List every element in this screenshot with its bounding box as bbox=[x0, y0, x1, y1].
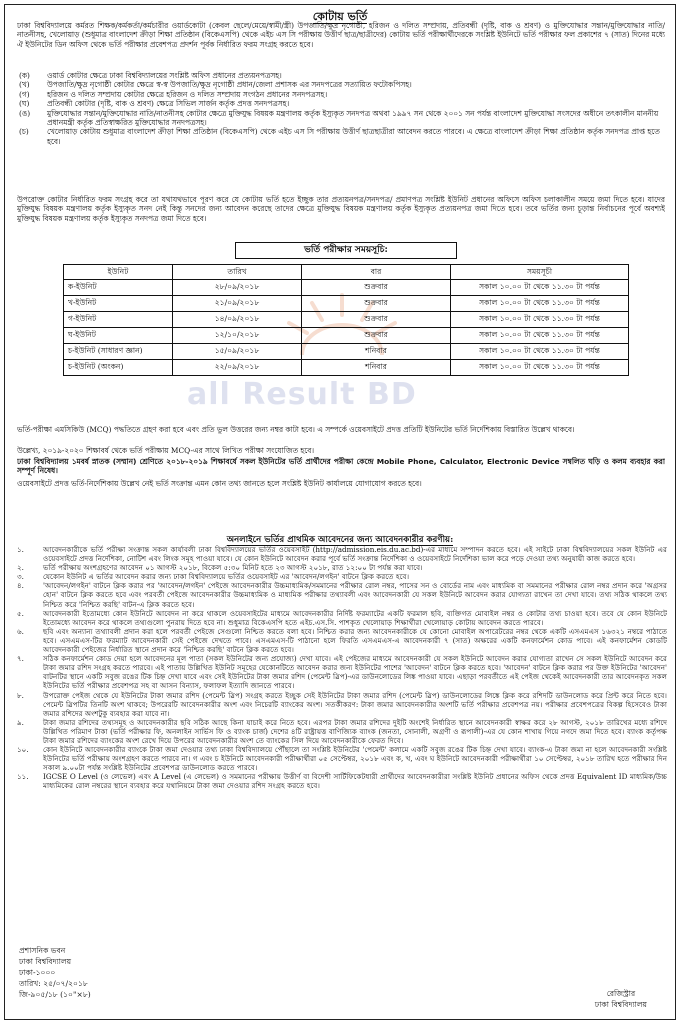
device-note: ঢাকা বিশ্ববিদ্যালয় ১মবর্ষ স্নাতক (সম্মান) শ্রেণিতে ২০১৮-২০১৯ শিক্ষাবর্ষে সকল ইউনিটের ভর্তি প্রার্থীদের পরীক্ষা কেন্দ্রে Mobile Phone, Calculator, Electronic Device সম্বলিত ঘড়ি ও কলম ব্যবহার করা সম্পূর্ণ নিষেধ। bbox=[17, 457, 665, 476]
step-item: ৯. টাকা জমার রশিদের তথ্যসমূহ ও আবেদনকারীর ছবি সঠিক আছে কিনা যাচাই করে নিতে হবে। এরপর টাকা জমার রশিদের দুইটি অংশেই নির্ধারিত স্থানে আবেদনকারী স্বাক্ষর করে ২৮ আগস্ট, ২০১৮ তারিখের মধ্যে রশিদে উল্লিখিত পরিমাণ টাকা (ভর্তি পরীক্ষার ফি, অনলাইন সার্ভিস ফি ও ব্যাংক চার্জ) দেশের ৪টি রাষ্ট্রায়ত্ত বাণিজ্যিক ব্যাংক (জনতা, সোনালী, অগ্রণী ও রূপালী)-এর যে কোন শাখায় গিয়ে নগদে জমা দিতে হবে। ব্যাংক কর্তৃপক্ষ টাকা জমার রশিদের ব্যাংকের অংশ রেখে দিয়ে উপরের আবেদনকারীর অংশ তে ব্যাংকের সিল দিয়ে আবেদনকারীকে ফেরত দিবে। bbox=[17, 717, 667, 745]
schedule-header: বার bbox=[302, 265, 451, 280]
day-cell: শুক্রবার bbox=[302, 280, 451, 296]
day-cell: শনিবার bbox=[302, 360, 451, 376]
quota-intro: ঢাকা বিশ্ববিদ্যালয়ে কর্মরত শিক্ষক/কর্মকর্তা/কর্মচারীর ওয়ার্ডকোটা (কেবল ছেলে/মেয়ে/স্বামী/স্ত্রী) উপজাতি/ক্ষুদ্র নৃগোষ্ঠী, হরিজন ও দলিত সম্প্রদায়, প্রতিবন্ধী (দৃষ্টি, বাক ও শ্রবণ) ও মুক্তিযোদ্ধার সন্তান/মুক্তিযোদ্ধার নাতি/নাতনীসহ, খেলোয়াড় (শুধুমাত্র বাংলাদেশ ক্রীড়া শিক্ষা প্রতিষ্ঠান (বিকেএসপি) থেকে এইচ এস সি পরীক্ষায় উত্তীর্ণ ছাত্র/ছাত্রীদের) কোটায় ভর্তি পরীক্ষার্থীদেরকে সংশ্লিষ্ট ইউনিটে ভর্তি পরীক্ষার ফল প্রকাশের ৭ (সাত) দিনের মধ্যে ঐ ইউনিটের ডিন অফিস থেকে ভর্তি পরীক্ষার প্রবেশপত্র প্রদর্শন পূর্বক নির্ধারিত ফরম সংগ্রহ করতে হবে। bbox=[17, 21, 665, 49]
quota-item: (ঙ) মুক্তিযোদ্ধার সন্তান/মুক্তিযোদ্ধার নাতি/নাতনীসহ কোটার ক্ষেত্রে মুক্তিযুদ্ধ বিষয়ক মন্ত্রণালয় কর্তৃক ইস্যুকৃত সনদপত্র অথবা ১৯৯৭ সন থেকে ২০০১ সন পর্যন্ত বাংলাদেশ মুক্তিযোদ্ধা সংসদের অধীনে তৎকালীন মাননীয় প্রধানমন্ত্রী কর্তৃক প্রতিস্বাক্ষরিত মুক্তিযোদ্ধার সনদপত্রসহ। bbox=[19, 108, 659, 128]
step-item: ৫. আবেদনকারী ইতোমধ্যে কোন ইউনিটে আবেদন না করে থাকলে ওয়েবসাইটের মাধ্যমে আবেদনকারীর নির্দিষ্ট ফরম্যাটের একটি ফরমাল ছবি, ব্যক্তিগত মোবাইল নম্বর ও কোটার তথ্য চাওয়া হবে। তবে যে কোন ইউনিটে ইতোমধ্যে আবেদন করে থাকলে তথ্যগুলো পুনরায় দিতে হবে না। শুধুমাত্র বিকেএসপি হতে এইচ.এস.সি. পাশকৃত খেলোয়াড় শিক্ষার্থীরা খেলোয়াড় কোটায় আবেদন করতে পারবে। bbox=[17, 608, 667, 627]
table-row bbox=[64, 296, 629, 312]
mcq-note-2: উল্লেখ্য, ২০১৯-২০২০ শিক্ষাবর্ষ থেকে ভর্তি পরীক্ষায় MCQ-এর সাথে লিখিত পরীক্ষা সংযোজিত হবে। bbox=[17, 446, 314, 455]
schedule-header: তারিখ bbox=[173, 265, 302, 280]
quota-list bbox=[19, 71, 665, 146]
quota-title: কোটায় ভর্তি bbox=[312, 10, 368, 23]
step-item: ৭. সঠিক কনফার্মেশন কোড দেয়া হলে আবেদনের মূল পাতা (সকল ইউনিটের জন্য প্রযোজ্য) দেখা যাবে। এই পেইজের মাধ্যমে আবেদনকারী যে সকল ইউনিটে আবেদন করার যোগ্যতা রাখেন সে সকল ইউনিটে আবেদন করে টাকা জমার রশিদ সংগ্রহ করতে পারবে। এই পাতায় উল্লিখিত ইউনিট সমূহের যেকোনটিতে আবেদন করার জন্য ইউনিটের পাশের 'আবেদন' বাটনে ক্লিক করতে হবে। 'আবেদন' বাটনে ক্লিক করার পর উক্ত ইউনিটের 'আবেদন' বাটনটির স্থানে একটি সবুজ রঙের টিক চিহ্ন দেখা যাবে এবং সেই ইউনিটের টাকা জমার রশিদ (পেমেন্ট স্লিপ)-এর ডাউনলোডের লিঙ্ক পাওয়া যাবে। এছাড়া পরবর্তীতে এই পেইজ থেকেই আবেদনকারী তার আবেদনকৃত সকল ইউনিটের ভর্তি পরীক্ষার প্রবেশপত্র সহ বা আসন বিন্যাস, ফলাফল ইত্যাদি জানতে পারবে। bbox=[17, 654, 667, 691]
time-cell: সকাল ১০.০০ টা থেকে ১১.৩০ টা পর্যন্ত bbox=[451, 360, 629, 376]
date-cell: ১২/১০/২০১৮ bbox=[173, 328, 302, 344]
time-cell: সকাল ১০.০০ টা থেকে ১১.৩০ টা পর্যন্ত bbox=[451, 312, 629, 328]
step-item: ১০. কোন ইউনিটে আবেদনকারীর ব্যাংকে টাকা জমা দেওয়ার তথ্য ঢাকা বিশ্ববিদ্যালয়ে পৌঁছালে তা সংশ্লিষ্ট ইউনিটের 'পেমেন্ট' কলামে একটি সবুজ রঙের টিক চিহ্ন দেখা যাবে। ব্যাংক-এ টাকা জমা না হলে আবেদনকারী সংশ্লিষ্ট ইউনিটের ভর্তি পরীক্ষায় অংশগ্রহণ করতে পারবে না। গ এবং চ ইউনিটে আবেদনকারী পরীক্ষার্থীরা ০৫ সেপ্টেম্বর, ২০১৮ এবং ক, খ, এবং ঘ ইউনিটে আবেদনকারী পরীক্ষার্থীরা ১০ সেপ্টেম্বর, ২০১৮ তারিখ হতে পরীক্ষার দিন সকাল ৯.০০টা পর্যন্ত সংশ্লিষ্ট ইউনিটের প্রবেশপত্র ডাউনলোড করতে পারবে। bbox=[17, 745, 667, 773]
time-cell: সকাল ১০.০০ টা থেকে ১১.৩০ টা পর্যন্ত bbox=[451, 328, 629, 344]
time-cell: সকাল ১০.০০ টা থেকে ১১.৩০ টা পর্যন্ত bbox=[451, 280, 629, 296]
date-cell: ২৮/০৯/২০১৮ bbox=[173, 280, 302, 296]
table-row bbox=[64, 280, 629, 296]
step-item: ৩. যেকোন ইউনিট এ ভর্তির আবেদন করার জন্য ঢাকা বিশ্ববিদ্যালয়ে ভর্তির ওয়েবসাইট এর 'আবেদন/লগইন' বাটনে ক্লিক করতে হবে। bbox=[17, 572, 410, 582]
quota-item: (ঘ) প্রতিবন্ধী কোটার (দৃষ্টি, বাক ও শ্রবণ) ক্ষেত্রে সিভিল সার্জন কর্তৃক প্রদত্ত সনদপত্রসহ। bbox=[19, 99, 290, 109]
day-cell: শুক্রবার bbox=[302, 312, 451, 328]
mcq-note: ভর্তি-পরীক্ষা এমসিকিউ (MCQ) পদ্ধতিতে গ্রহণ করা হবে এবং প্রতি ভুল উত্তরের জন্য নম্বর কাটা হবে। এ সম্পর্কে ওয়েবসাইটে প্রদত্ত প্রতিটি ইউনিটের ভর্তি নির্দেশিকায় বিস্তারিত উল্লেখ থাকবে। bbox=[17, 425, 575, 434]
quota-note: উপরোক্ত কোটার নির্ধারিত ফরম সংগ্রহ করে তা যথাযথভাবে পূরণ করে যে কোটায় ভর্তি হতে ইচ্ছুক তার প্রত্যয়নপত্র/সনদপত্র/ প্রমাণপত্র সংশ্লিষ্ট ইউনিট প্রধানের অফিসে অফিস চলাকালীন সময়ে জমা দিতে হবে। যাদের মুক্তিযুদ্ধ বিষয়ক মন্ত্রণালয় কর্তৃক ইস্যুকৃত সনদ নেই কিন্তু সনদের জন্য আবেদন করেছে তাদের ক্ষেত্রে মুক্তিযুদ্ধ বিষয়ক মন্ত্রণালয় কর্তৃক ইস্যুকৃত প্রত্যয়নপত্র জমা দিতে হবে। তবে ভর্তির জন্য চূড়ান্ত নির্বাচনের পূর্বে অবশ্যই মুক্তিযুদ্ধ বিষয়ক মন্ত্রণালয় কর্তৃক ইস্যুকৃত সনদপত্র জমা দিতে হবে। bbox=[17, 195, 665, 223]
registrar-signature-block: রেজিস্ট্রার ঢাকা বিশ্ববিদ্যালয় bbox=[594, 989, 647, 1009]
schedule-title: ভর্তি পরীক্ষার সময়সূচি: bbox=[235, 242, 457, 259]
unit-cell: গ-ইউনিট bbox=[64, 312, 173, 328]
step-item: ৬. ছবি এবং অন্যান্য তথ্যাবলী প্রদান করা হলে পরবর্তী পেইজে সেগুলো নিশ্চিত করতে বলা হবে। নিশ্চিত করার জন্য আবেদনকারীকে যে কোনো মোবাইল অপারেটরের নম্বর থেকে একটি এসএমএস ১৬৩২১ নম্বরে পাঠাতে হবে। এসএমএস-টির ফরম্যাট আবেদনকারী সেই পেইজে দেখতে পাবে। এসএমএস-টি পাঠানো হলে ফিরতি এসএমএস-এ আবেদনকারী ৭ (সাত) অক্ষরের একটি কনফার্মেশন কোড পাবে। এই কনফার্মেশন কোডটি আবেদনকারী পেইজের নির্ধারিত স্থানে প্রদান করে 'নিশ্চিত করছি' বাটনে ক্লিক করতে হবে। bbox=[17, 626, 667, 655]
table-row bbox=[64, 328, 629, 344]
quota-item: (ক) ওয়ার্ড কোটার ক্ষেত্রে ঢাকা বিশ্ববিদ্যালয়ের সংশ্লিষ্ট অফিস প্রধানের প্রত্যয়নপত্রসহ। bbox=[19, 71, 282, 80]
unit-cell: খ-ইউনিট bbox=[64, 296, 173, 312]
unit-cell: চ-ইউনিট (অংকন) bbox=[64, 360, 173, 376]
table-row bbox=[64, 360, 629, 376]
step-item: ১. আবেদনকারীকে ভর্তি পরীক্ষা সংক্রান্ত সকল কার্যাবলী ঢাকা বিশ্ববিদ্যালয়ের ভর্তির ওয়েবসাইট (http://admission.eis.du.ac.bd)-এর মাধ্যমে সম্পাদন করতে হবে। এই সাইটে ঢাকা বিশ্ববিদ্যালয়ের সকল ইউনিট এর ওয়েবসাইটে প্রদত্ত নির্দেশিকা, নোটিশ এবং লিংক সমূহ পাওয়া যাবে। যে কোন ইউনিটে আবেদন করার পূর্বে ভর্তি সংক্রান্ত নির্দেশিকা ও ওয়েবসাইটে নির্দেশিকা ভাল করে পড়ে দেওয়া তথ্য অনুযায়ী কাজ করতে হবে। bbox=[17, 545, 667, 564]
office-address: প্রশাসনিক ভবন ঢাকা বিশ্ববিদ্যালয় ঢাকা-১০০০ তারিখ: ২৫/০৭/২০১৮ জি-৯০৫/১৮ (১০"×৮) bbox=[19, 946, 91, 999]
schedule-header: ইউনিট bbox=[64, 265, 173, 280]
admission-notice-page bbox=[4, 4, 676, 1020]
unit-cell: ক-ইউনিট bbox=[64, 280, 173, 296]
date-cell: ২১/০৯/২০১৮ bbox=[173, 296, 302, 312]
table-row bbox=[64, 312, 629, 328]
unit-cell: চ-ইউনিট (সাধারণ জ্ঞান) bbox=[64, 344, 173, 360]
date-cell: ২২/০৯/২০১৮ bbox=[173, 360, 302, 376]
step-item: ২. ভর্তি পরীক্ষায় অংশগ্রহণের আবেদন ০১ আগস্ট ২০১৮, বিকেল ৫:৩০ মিনিট হতে ২৩ আগস্ট ২০১৮, রাত ১২:০০ টা পর্যন্ত করা যাবে। bbox=[17, 563, 423, 573]
step-item: ১১. IGCSE O Level (ও লেভেল) এবং A Level (এ লেভেল) ও সমমানের পরীক্ষায় উত্তীর্ণ বা বিদেশী সার্টিফিকেটধারী প্রার্থীদের আবেদনকারীরা সংশ্লিষ্ট ইউনিট প্রধানের অফিস থেকে প্রদত্ত Equivalent ID মাধ্যমিক/উচ্চ মাধ্যমিকের রোল নম্বরের স্থানে ব্যবহার করে যথানিয়মে টাকা জমা দেওয়ার রশিদ সংগ্রহ করতে হবে। bbox=[17, 772, 667, 791]
quota-item: (চ) খেলোয়াড় কোটায় শুধুমাত্র বাংলাদেশ ক্রীড়া শিক্ষা প্রতিষ্ঠান (বিকেএসপি) থেকে এইচ এস সি পরীক্ষায় উত্তীর্ণ ছাত্রছাত্রীরা আবেদন করতে পারবে। এ ক্ষেত্রে বাংলাদেশ ক্রীড়া শিক্ষা প্রতিষ্ঠান কর্তৃক সনদপত্র প্রাপ্ত হতে হবে। bbox=[19, 127, 660, 146]
step-item: ৪. 'আবেদন/লগইন' বাটনে ক্লিক করার পর 'আবেদন/লগইন' পেইজে আবেদনকারীর উচ্চমাধ্যমিক/সমমানের পরীক্ষার রোল নম্বর, পাসের সন ও বোর্ডের নাম এবং মাধ্যমিক বা সমমানের পরীক্ষার রোল নম্বর প্রদান করে 'অগ্রসর হোন' বাটনে ক্লিক করতে হবে এবং পরবর্তী পেইজে আবেদনকারীর উচ্চমাধ্যমিক ও মাধ্যমিক পরীক্ষার তথ্যাবলী এবং আবেদনকারী যে সকল ইউনিটে আবেদন করার যোগ্যতা রাখেন তা দেখা যাবে। তথ্য সঠিক থাকলে তথ্য নিশ্চিত করে 'নিশ্চিত করছি' বাটন-এ ক্লিক করতে হবে। bbox=[17, 581, 667, 609]
quota-item: (খ) উপজাতি/ক্ষুদ্র নৃগোষ্ঠী কোটার ক্ষেত্রে স্ব-স্ব উপজাতি/ক্ষুদ্র নৃগোষ্ঠী প্রধান/জেলা প্রশাসক এর সনদপত্রের সত্যায়িত ফটোকপিসহ। bbox=[19, 80, 412, 90]
day-cell: শনিবার bbox=[302, 344, 451, 360]
watermark: all Result BD bbox=[187, 377, 417, 412]
schedule-header-row bbox=[64, 265, 629, 280]
date-cell: ১৪/০৯/২০১৮ bbox=[173, 312, 302, 328]
online-steps-list bbox=[17, 545, 667, 791]
online-application-title: অনলাইনে ভর্তির প্রাথমিক আবেদনের জন্য আবেদনকারীর করণীয়: bbox=[226, 535, 454, 545]
date-cell: ১৫/০৯/২০১৮ bbox=[173, 344, 302, 360]
schedule-table bbox=[63, 264, 629, 376]
schedule-header: সময়সূচী bbox=[451, 265, 629, 280]
time-cell: সকাল ১০.০০ টা থেকে ১১.৩০ টা পর্যন্ত bbox=[451, 296, 629, 312]
unit-cell: ঘ-ইউনিট bbox=[64, 328, 173, 344]
table-row bbox=[64, 344, 629, 360]
step-item: ৮. উপরোক্ত পেইজ থেকে যে ইউনিটের টাকা জমার রশিদ (পেমেন্ট স্লিপ) সংগ্রহ করতে ইচ্ছুক সেই ইউনিটের টাকা জমার রশিদ (পেমেন্ট স্লিপ) ডাউনলোডের লিঙ্কে ক্লিক করে রশিদটি ডাউনলোড করে প্রিন্ট করে নিতে হবে। পেমেন্ট স্লিপটির তিনটি অংশ থাকবে; উপরেরটি আবেদনকারীর অংশ এবং নিচেরটি ব্যাংকের অংশ। সতর্কীকরণ: টাকা জমার আবেদনকারীর অংশটি ভর্তি পরীক্ষার প্রবেশপত্র নয়। পরীক্ষার প্রবেশপত্রের বিকল্প হিসেবেও টাকা জমার রশিদের অংশটুকু ব্যবহার করা যাবে না। bbox=[17, 690, 667, 718]
day-cell: শুক্রবার bbox=[302, 328, 451, 344]
website-note: ওয়েবসাইটে প্রদত্ত ভর্তি-নির্দেশিকায় উল্লেখ নেই ভর্তি সংক্রান্ত এমন কোন তথ্য জানতে হলে সংশ্লিষ্ট ইউনিট কার্যালয়ে যোগাযোগ করতে হবে। bbox=[17, 479, 422, 488]
time-cell: সকাল ১০.০০ টা থেকে ১১.৩০ টা পর্যন্ত bbox=[451, 344, 629, 360]
day-cell: শুক্রবার bbox=[302, 296, 451, 312]
quota-item: (গ) হরিজন ও দলিত সম্প্রদায় কোটার ক্ষেত্রে হরিজন ও দলিত সম্প্রদায় সংগঠন প্রধানের সনদপত্রসহ। bbox=[19, 89, 328, 99]
